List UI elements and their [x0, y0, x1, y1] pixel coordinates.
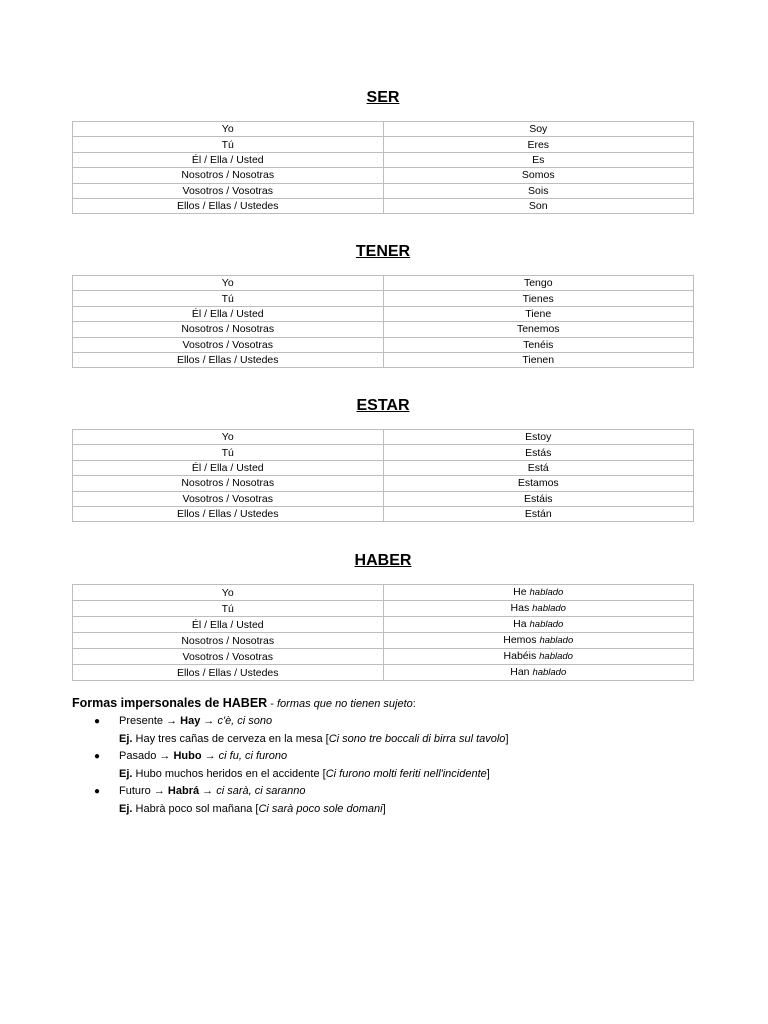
- participle: hablado: [532, 667, 567, 678]
- form-cell: Eres: [383, 137, 694, 152]
- person-cell: Yo: [73, 585, 384, 601]
- table-row: [73, 430, 694, 445]
- italian-translation: ci fu, ci furono: [218, 750, 288, 762]
- table-row: [73, 665, 694, 681]
- auxiliary-form: Han: [510, 666, 530, 678]
- participle: hablado: [539, 635, 574, 646]
- bullet-icon: ●: [94, 751, 101, 762]
- person-cell: Nosotros / Nosotras: [73, 168, 384, 183]
- person-cell: Nosotros / Nosotras: [73, 476, 384, 491]
- haber-table: [72, 584, 694, 681]
- example-text: Hay tres cañas de cerveza en la mesa: [135, 732, 323, 745]
- form-cell: Estamos: [383, 476, 694, 491]
- table-row: [73, 460, 694, 475]
- table-row: [73, 585, 694, 601]
- example-line: Ej. Habrà poco sol mañana [Ci sarà poco sole domani]: [119, 802, 386, 815]
- table-row: [73, 137, 694, 152]
- form-cell: Está: [383, 460, 694, 475]
- form-cell: Estáis: [383, 491, 694, 506]
- ser-table: [72, 121, 694, 214]
- form-cell: Tenéis: [383, 337, 694, 352]
- list-item: [72, 783, 712, 801]
- tener-table: [72, 275, 694, 368]
- table-row: [73, 122, 694, 137]
- italian-translation: c'è, ci sono: [217, 715, 273, 727]
- example-label: Ej.: [119, 767, 133, 780]
- table-row: [73, 322, 694, 337]
- table-row: [73, 152, 694, 167]
- table-row: [73, 291, 694, 306]
- participle: hablado: [532, 603, 566, 614]
- table-row: [73, 276, 694, 291]
- form-cell: [383, 633, 694, 649]
- impersonal-heading-title: Formas impersonales de HABER: [72, 696, 268, 710]
- heading-colon: :: [412, 698, 416, 710]
- form-cell: Tiene: [383, 306, 694, 321]
- form-cell: Están: [383, 506, 694, 521]
- person-cell: Vosotros / Vosotras: [73, 183, 384, 198]
- bullet-icon: ●: [94, 716, 101, 727]
- form-cell: Estás: [383, 445, 694, 460]
- person-cell: Vosotros / Vosotras: [73, 491, 384, 506]
- example-translation: Ci furono molti feriti nell'incidente: [325, 767, 487, 780]
- arrow-icon: →: [202, 785, 214, 797]
- ser-title: SER: [366, 89, 400, 106]
- auxiliary-form: Has: [510, 602, 530, 614]
- table-row: [73, 633, 694, 649]
- form-cell: Soy: [383, 122, 694, 137]
- impersonal-note: formas que no tienen sujeto: [276, 698, 413, 710]
- person-cell: Ellos / Ellas / Ustedes: [73, 198, 384, 213]
- person-cell: Ellos / Ellas / Ustedes: [73, 665, 384, 681]
- table-row: [73, 601, 694, 617]
- example-line: Ej. Hubo muchos heridos en el accidente [Ci furono molti feriti nell'incidente]: [119, 767, 490, 780]
- list-item: [72, 748, 712, 766]
- form-cell: [383, 617, 694, 633]
- person-cell: Yo: [73, 122, 384, 137]
- example-text: Hubo muchos heridos en el accidente: [135, 767, 320, 780]
- table-row: [73, 445, 694, 460]
- form-cell: [383, 665, 694, 681]
- form-cell: Tienen: [383, 352, 694, 367]
- person-cell: Yo: [73, 430, 384, 445]
- heading-dash: -: [267, 698, 277, 710]
- person-cell: Yo: [73, 276, 384, 291]
- tener-title: TENER: [355, 243, 411, 260]
- form-cell: [383, 601, 694, 617]
- estar-table: [72, 429, 694, 522]
- tense-label: Futuro: [119, 785, 151, 797]
- tense-label: Presente: [119, 715, 164, 727]
- italian-translation: ci sarà, ci saranno: [216, 785, 306, 797]
- participle: hablado: [529, 619, 564, 630]
- arrow-icon: →: [153, 785, 165, 797]
- person-cell: Tú: [73, 291, 384, 306]
- form-cell: Sois: [383, 183, 694, 198]
- form-cell: [383, 585, 694, 601]
- table-row: [73, 352, 694, 367]
- person-cell: Él / Ella / Usted: [73, 306, 384, 321]
- form-cell: Tenemos: [383, 322, 694, 337]
- table-row: [73, 617, 694, 633]
- person-cell: Vosotros / Vosotras: [73, 649, 384, 665]
- table-row: [73, 337, 694, 352]
- person-cell: Él / Ella / Usted: [73, 460, 384, 475]
- estar-title: ESTAR: [356, 397, 410, 414]
- table-row: [73, 506, 694, 521]
- impersonal-heading: [72, 693, 712, 713]
- form-cell: Tienes: [383, 291, 694, 306]
- person-cell: Tú: [73, 137, 384, 152]
- auxiliary-form: He: [513, 586, 527, 598]
- arrow-icon: →: [203, 715, 215, 727]
- table-row: [73, 168, 694, 183]
- auxiliary-form: Ha: [513, 618, 527, 630]
- form-cell: Estoy: [383, 430, 694, 445]
- example-line: Ej. Hay tres cañas de cerveza en la mesa [Ci sono tre boccali di birra sul tavolo]: [119, 732, 509, 745]
- form-cell: [383, 649, 694, 665]
- person-cell: Ellos / Ellas / Ustedes: [73, 506, 384, 521]
- example-label: Ej.: [119, 802, 133, 815]
- person-cell: Tú: [73, 601, 384, 617]
- auxiliary-form: Habéis: [503, 650, 537, 662]
- example-translation: Ci sarà poco sole domani: [258, 802, 383, 815]
- table-row: [73, 491, 694, 506]
- auxiliary-form: Hemos: [503, 634, 537, 646]
- impersonal-form: Habrá: [167, 785, 200, 797]
- table-row: [73, 649, 694, 665]
- table-row: [73, 476, 694, 491]
- participle: hablado: [529, 587, 564, 598]
- list-item: [72, 713, 712, 731]
- arrow-icon: →: [166, 715, 178, 727]
- haber-title: HABER: [354, 552, 412, 569]
- arrow-icon: →: [204, 750, 216, 762]
- person-cell: Vosotros / Vosotras: [73, 337, 384, 352]
- form-cell: Tengo: [383, 276, 694, 291]
- form-cell: Somos: [383, 168, 694, 183]
- arrow-icon: →: [159, 750, 171, 762]
- table-row: [73, 198, 694, 213]
- form-cell: Son: [383, 198, 694, 213]
- tense-label: Pasado: [119, 750, 157, 762]
- person-cell: Él / Ella / Usted: [73, 152, 384, 167]
- person-cell: Ellos / Ellas / Ustedes: [73, 352, 384, 367]
- person-cell: Nosotros / Nosotras: [73, 322, 384, 337]
- impersonal-forms-section: [72, 693, 712, 818]
- person-cell: Nosotros / Nosotras: [73, 633, 384, 649]
- impersonal-form: Hubo: [173, 750, 202, 762]
- form-cell: Es: [383, 152, 694, 167]
- bullet-icon: ●: [94, 786, 101, 797]
- example-translation: Ci sono tre boccali di birra sul tavolo: [328, 732, 506, 745]
- example-label: Ej.: [119, 732, 133, 745]
- person-cell: Él / Ella / Usted: [73, 617, 384, 633]
- table-row: [73, 183, 694, 198]
- person-cell: Tú: [73, 445, 384, 460]
- example-text: Habrà poco sol mañana: [135, 802, 253, 815]
- participle: hablado: [539, 651, 573, 662]
- table-row: [73, 306, 694, 321]
- impersonal-form: Hay: [180, 715, 201, 727]
